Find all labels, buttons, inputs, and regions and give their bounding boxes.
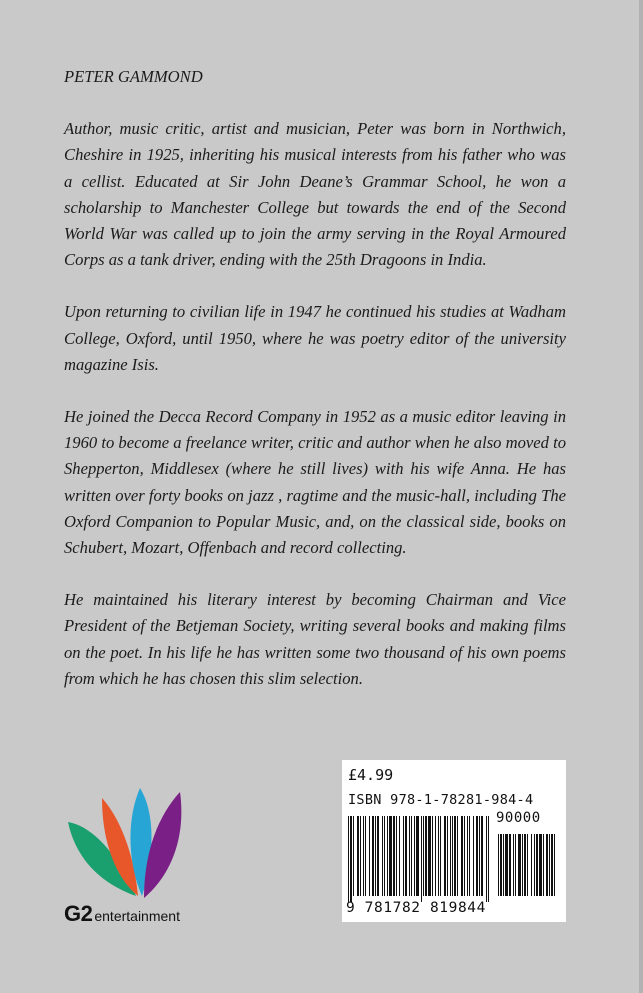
- bio-paragraph: He maintained his literary interest by becoming Chairman and Vice President of the Betjeman Society, writing several books and making films on the poet. In his life he has written some two thousand of his own poems from which he has chosen this slim selection.: [64, 590, 566, 688]
- cover-edge: [639, 0, 643, 993]
- publisher-name-sub: entertainment: [94, 908, 180, 924]
- bio-paragraph: Author, music critic, artist and musician, Peter was born in Northwich, Cheshire in 1925, inheriting his musical interests from his father who was a cellist. Educated at Sir John Deane’s Grammar School, he won a scholarship to Manchester College but towards the end of the Second World War was called up to join the army serving in the Royal Armoured Corps as a tank driver, ending with the 25th Dragoons in India.: [64, 119, 566, 270]
- flower-petals-icon: [62, 784, 194, 902]
- publisher-name: [64, 901, 180, 927]
- author-name: PETER GAMMOND: [64, 67, 203, 86]
- back-cover-text: [64, 64, 566, 718]
- addon-code: 90000: [496, 810, 541, 826]
- bio-paragraph: He joined the Decca Record Company in 1952 as a music editor leaving in 1960 to become a freelance writer, critic and author when he also moved to Shepperton, Middlesex (where he still lives) with his wife Anna. He has written over forty books on jazz , ragtime and the music-hall, including The Oxford Companion to Popular Music, and, on the classical side, books on Schubert, Mozart, Offenbach and record collecting.: [64, 407, 566, 558]
- isbn-label: ISBN 978-1-78281-984-4: [348, 792, 534, 808]
- publisher-logo: [62, 784, 194, 928]
- barcode-panel: [342, 760, 566, 922]
- price-label: £4.99: [348, 766, 394, 784]
- bio-paragraph: Upon returning to civilian life in 1947 he continued his studies at Wadham College, Oxford, until 1950, where he was poetry editor of the university magazine Isis.: [64, 302, 566, 374]
- barcode-digits: 9 781782 819844: [346, 900, 486, 916]
- publisher-name-main: G2: [64, 901, 93, 926]
